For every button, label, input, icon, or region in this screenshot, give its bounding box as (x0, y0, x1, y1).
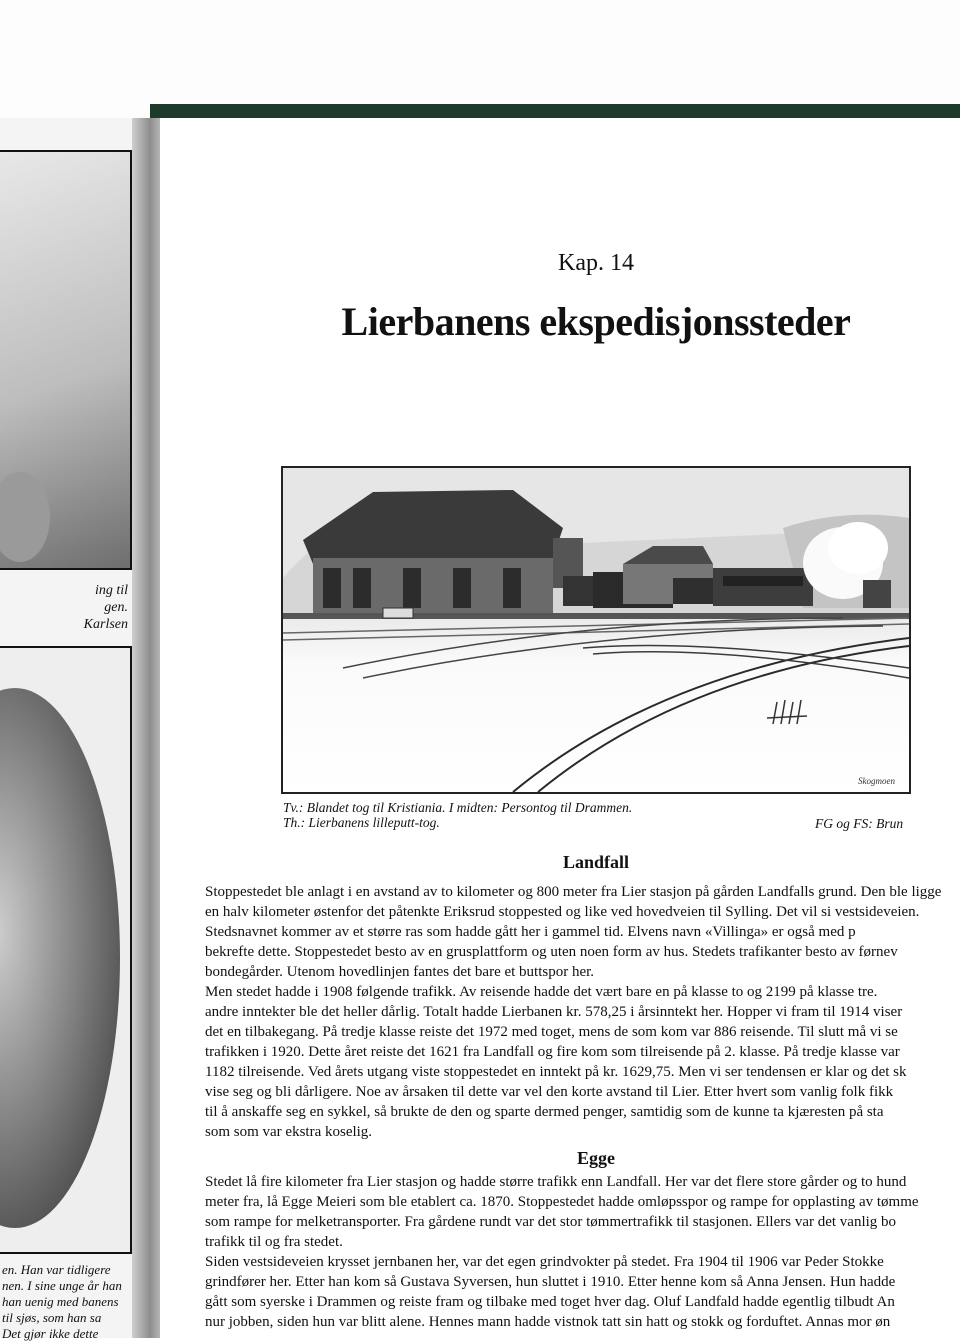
text-line: gått som syerske i Drammen og reiste fram og tilbake med toget hver dag. Oluf Landfald hadde egentlig tilbudt An (205, 1294, 895, 1310)
text-line: som rampe for melketransporter. Fra gårdene rundt var det stor tømmertrafikk til stasjonen. Ellers var det vanlig bo (205, 1214, 897, 1230)
text-line: grindfører her. Etter han kom så Gustava Syversen, hun sluttet i 1910. Etter henne kom så Anna Jensen. Hun hadde (205, 1274, 896, 1290)
caption-line: gen. (104, 600, 128, 615)
caption-line-1: Tv.: Blandet tog til Kristiania. I midten: Persontog til Drammen. (283, 800, 633, 815)
caption-line: Karlsen (83, 617, 128, 632)
text-line: det en tilbakegang. På tredje klasse reiste det 1972 med toget, mens de som kom var 886 reisende. Til slutt må vi se (205, 1024, 898, 1040)
text-line: Stoppestedet ble anlagt i en avstand av to kilometer og 800 meter fra Lier stasjon på gården Landfalls grund. Den ble ligge (205, 884, 942, 900)
chapter-title: Lierbanens ekspedisjonssteder (341, 299, 851, 344)
section-heading-egge: Egge (577, 1148, 615, 1168)
page-top-margin (0, 0, 960, 118)
text-line: meter fra, lå Egge Meieri som ble etablert ca. 1870. Stoppestedet hadde omløpsspor og rampe for opplasting av tømme (205, 1194, 919, 1210)
text-line: vise seg og bli dårligere. Noe av årsaken til dette var vel den korte avstand til Lier. Etter hvert som vanlig folk fikk (205, 1084, 894, 1100)
oval-portrait (0, 688, 120, 1228)
photo-credit: FG og FS: Brun (815, 816, 904, 831)
text-line: Stedet lå fire kilometer fra Lier stasjon og hadde større trafikk enn Landfall. Her var det flere store gårder og to hund (205, 1174, 907, 1190)
left-portrait-photo-top (0, 150, 132, 570)
text-line: andre inntekter ble det heller dårlig. Totalt hadde Lierbanen kr. 578,25 i årsinntekt her. Hopper vi fram til 1914 viser (205, 1004, 903, 1020)
chapter-label: Kap. 14 (558, 250, 634, 276)
caption-line: han uenig med banens (2, 1294, 119, 1309)
left-caption-bottom (0, 1262, 132, 1342)
station-illustration (283, 468, 909, 792)
caption-line: Det gjør ikke dette (2, 1326, 99, 1341)
caption-line: nen. I sine unge år han (2, 1278, 122, 1293)
station-photo (281, 466, 911, 794)
egge-text (205, 1172, 960, 1332)
section-heading-landfall: Landfall (562, 852, 630, 872)
photo-caption (283, 800, 632, 830)
left-caption-top (0, 582, 132, 633)
portrait-face (0, 472, 50, 562)
photo-signature: Skogmoen (858, 776, 895, 786)
text-line: trafikk til og fra stedet. (205, 1234, 343, 1250)
caption-line-2: Th.: Lierbanens lilleputt-tog. (283, 815, 440, 830)
landfall-text (205, 882, 960, 1142)
text-line: Men stedet hadde i 1908 følgende trafikk. Av reisende hadde det vært bare en på klasse to og 2199 på klasse tre. (205, 984, 878, 1000)
text-line: Siden vestsideveien krysset jernbanen her, var det egen grindvokter på stedet. Fra 1904 til 1906 var Peder Stokke (205, 1254, 884, 1270)
text-line: bekrefte dette. Stoppestedet besto av en grusplattform og uten noen form av hus. Stedets trafikanter besto av førnev (205, 944, 898, 960)
book-cover-edge (150, 104, 960, 118)
text-line: som som var ekstra koselig. (205, 1124, 373, 1140)
text-line: til å anskaffe seg en sykkel, så brukte de den og sparte dermed penger, samtidig som de kunne ta kjæresten på sta (205, 1104, 884, 1120)
caption-line: en. Han var tidligere (2, 1262, 111, 1277)
text-line: trafikken i 1920. Dette året reiste det 1621 fra Landfall og fire kom som tilreisende på 2. klasse. På tredje klasse var (205, 1044, 900, 1060)
text-line: en halv kilometer østenfor det påtenkte Eriksrud stoppested og like ved hovedveien til Sylling. Det vil si vestsideveien. (205, 904, 920, 920)
text-line: bondegårder. Utenom hovedlinjen fantes det bare et buttspor her. (205, 964, 595, 980)
caption-line: ing til (94, 583, 128, 598)
caption-line: til sjøs, som han sa (2, 1310, 102, 1325)
text-line: nur jobben, siden hun var blitt alene. Hennes mann hadde vistnok tatt sin hatt og stokk og forduftet. Annas mor øn (205, 1314, 891, 1330)
text-line: 1182 tilreisende. Ved årets utgang viste stoppestedet en inntekt på kr. 1629,75. Men vi ser tendensen er klar og det sk (205, 1064, 907, 1080)
text-line: Stedsnavnet kommer av et større ras som hadde gått her i gammel tid. Elvens navn «Villinga» er også med p (205, 924, 856, 940)
